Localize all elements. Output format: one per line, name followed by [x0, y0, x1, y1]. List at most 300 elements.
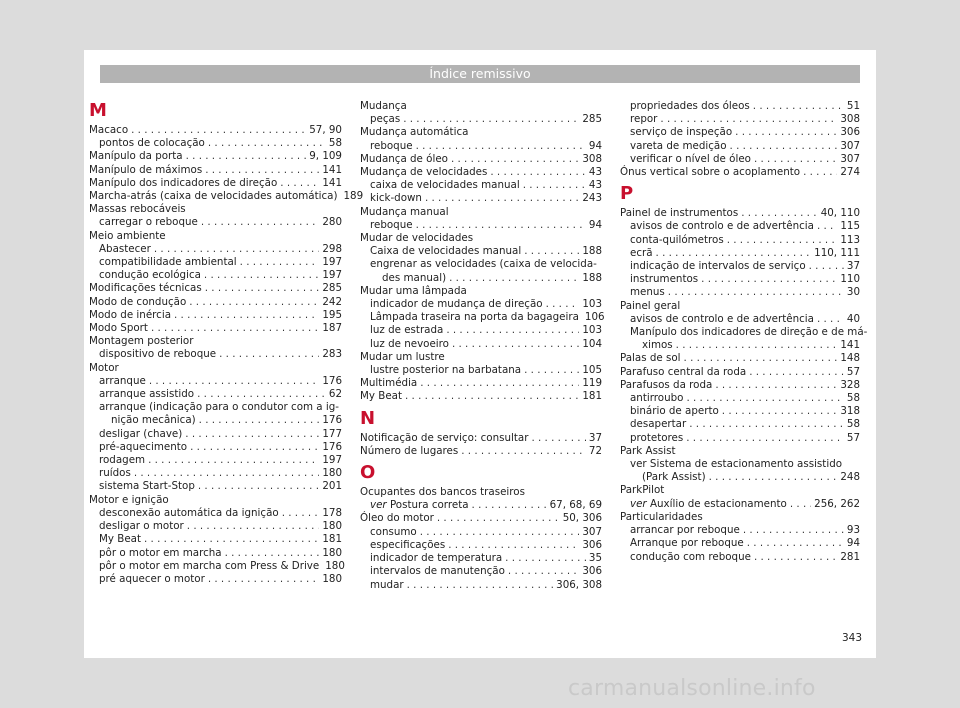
- dot-leader: [730, 140, 838, 153]
- index-entry-text: Manípulo de máximos: [89, 163, 203, 176]
- index-entry-term: [630, 220, 814, 233]
- index-entry: [620, 352, 860, 365]
- index-entry-term: [99, 348, 216, 361]
- dot-leader: [524, 245, 579, 258]
- index-entry-text: arrancar por reboque: [630, 524, 740, 537]
- index-entry-term: [620, 366, 746, 379]
- index-entry: [620, 126, 860, 139]
- index-entry-pages: 30: [846, 286, 860, 299]
- index-entry: [360, 272, 602, 285]
- index-entry-text: Lâmpada traseira na porta da bagageira: [370, 311, 579, 324]
- index-entry: [360, 192, 602, 205]
- dot-leader: [405, 390, 579, 403]
- dot-leader: [753, 100, 844, 113]
- dot-leader: [151, 322, 319, 335]
- dot-leader: [448, 539, 579, 552]
- index-heading: Park Assist: [620, 444, 676, 457]
- dot-leader: [190, 441, 319, 454]
- dot-leader: [185, 428, 319, 441]
- dot-leader: [416, 140, 586, 153]
- index-entry-pages: 283: [322, 348, 342, 361]
- index-entry: [620, 260, 860, 273]
- index-entry-text: repor: [630, 113, 658, 126]
- dot-leader: [727, 234, 838, 247]
- index-entry-pages: 285: [322, 282, 342, 295]
- dot-leader: [420, 377, 579, 390]
- index-entry: [89, 520, 342, 533]
- index-entry-term: [370, 324, 443, 337]
- index-entry: [360, 390, 602, 403]
- index-entry-term: [630, 140, 727, 153]
- dot-leader: [131, 124, 306, 137]
- dot-leader: [472, 499, 547, 512]
- index-entry-term: [360, 390, 402, 403]
- index-entry-pages: 103: [582, 324, 602, 337]
- index-entry-text: Manípulo dos indicadores de direção: [89, 176, 278, 189]
- dot-leader: [208, 573, 320, 586]
- page-header: Índice remissivo: [100, 65, 860, 83]
- index-entry-pages: 187: [322, 322, 342, 335]
- dot-leader: [437, 512, 560, 525]
- index-entry-text: My Beat: [360, 390, 402, 403]
- dot-leader: [790, 498, 811, 511]
- dot-leader: [187, 520, 320, 533]
- index-entry-term: [630, 551, 751, 564]
- dot-leader: [676, 339, 838, 352]
- index-entry-term: [370, 311, 579, 324]
- dot-leader: [199, 414, 320, 427]
- index-entry: [360, 565, 602, 578]
- index-entry-text: Arranque por reboque: [630, 537, 744, 550]
- index-heading: Meio ambiente: [89, 229, 166, 242]
- index-entry-term: [370, 192, 422, 205]
- index-entry-pages: 104: [582, 337, 602, 350]
- index-entry-term: [360, 512, 434, 525]
- dot-leader: [743, 524, 844, 537]
- index-entry-pages: 180: [322, 467, 342, 480]
- index-entry: [89, 388, 342, 401]
- dot-leader: [446, 324, 579, 337]
- index-entry: [620, 418, 860, 431]
- index-entry-pages: 115: [840, 220, 860, 233]
- index-entry: [360, 445, 602, 458]
- index-entry-text: condução ecológica: [99, 269, 201, 282]
- index-entry-text: Modificações técnicas: [89, 282, 202, 295]
- dot-leader: [449, 272, 579, 285]
- index-entry-pages: 243: [582, 192, 602, 205]
- dot-leader: [749, 366, 844, 379]
- index-letter: M: [89, 100, 107, 121]
- index-entry-text: Óleo do motor: [360, 512, 434, 525]
- index-entry: [89, 309, 342, 322]
- index-entry-text: desconexão automática da ignição: [99, 506, 279, 519]
- index-entry-term: [89, 282, 202, 295]
- index-entry-term: [620, 207, 738, 220]
- index-entry-term: [630, 153, 751, 166]
- index-entry-text: pré-aquecimento: [99, 440, 188, 453]
- dot-leader: [240, 256, 320, 269]
- dot-leader: [531, 432, 585, 445]
- dot-leader: [154, 243, 319, 256]
- index-entry-term: [99, 573, 205, 586]
- index-entry: [89, 441, 342, 454]
- index-entry-term: [89, 150, 183, 163]
- dot-leader: [803, 166, 837, 179]
- index-entry-text: desligar (chave): [99, 427, 183, 440]
- index-entry-text: reboque: [370, 139, 413, 152]
- index-heading: Particularidades: [620, 510, 703, 523]
- index-entry: [89, 547, 342, 560]
- index-entry-pages: 50, 306: [562, 512, 602, 525]
- index-entry-pages: 110: [840, 273, 860, 286]
- index-entry-term: [99, 507, 279, 520]
- dot-leader: [452, 338, 579, 351]
- index-entry-pages: 188: [582, 271, 602, 284]
- index-entry: [620, 366, 860, 379]
- index-entry-term: [630, 432, 683, 445]
- index-entry: [620, 286, 860, 299]
- index-entry-pages: 57: [846, 365, 860, 378]
- index-entry-pages: 197: [322, 454, 342, 467]
- dot-leader: [219, 348, 319, 361]
- index-entry: [89, 150, 342, 163]
- dot-leader: [420, 526, 580, 539]
- index-column-3: [620, 100, 868, 564]
- index-entry-text: arranque assistido: [99, 388, 195, 401]
- index-entry-term: [630, 260, 806, 273]
- dot-leader: [524, 364, 579, 377]
- index-entry: [360, 324, 602, 337]
- index-entry-text: Modo de condução: [89, 295, 187, 308]
- index-entry: [620, 379, 860, 392]
- index-entry-text: nição mecânica): [111, 414, 196, 427]
- index-entry: [620, 498, 860, 511]
- index-entry-term: [370, 526, 417, 539]
- index-entry-text: pôr o motor em marcha: [99, 546, 222, 559]
- index-entry-text: Notificação de serviço: consultar: [360, 431, 529, 444]
- index-entry-pages: 181: [582, 390, 602, 403]
- index-entry-term: [360, 432, 528, 445]
- index-entry: [89, 282, 342, 295]
- index-heading: Mudar de velocidades: [360, 232, 474, 245]
- index-entry-pages: 189: [343, 190, 364, 203]
- index-entry-text: ecrã: [630, 246, 653, 259]
- index-entry-pages: 40: [846, 312, 860, 325]
- index-entry-term: [99, 137, 205, 150]
- index-entry-text: des manual): [382, 271, 447, 284]
- dot-leader: [225, 547, 320, 560]
- index-entry-text: binário de aperto: [630, 405, 719, 418]
- index-entry-term: [99, 375, 146, 388]
- index-entry: [620, 273, 860, 286]
- index-entry-term: [89, 177, 277, 190]
- index-entry: [620, 220, 860, 233]
- index-entry-pages: 307: [840, 139, 860, 152]
- dot-leader: [461, 445, 586, 458]
- dot-leader: [715, 379, 837, 392]
- index-entry-text: avisos de controlo e de advertência: [630, 312, 814, 325]
- index-entry-term: [370, 113, 400, 126]
- index-entry-term: [99, 216, 198, 229]
- index-entry-term: [99, 454, 145, 467]
- dot-leader: [149, 375, 320, 388]
- index-entry-text: pontos de colocação: [99, 137, 205, 150]
- dot-leader: [668, 286, 844, 299]
- page-number: 343: [842, 632, 863, 644]
- dot-leader: [144, 533, 319, 546]
- index-entry-text: Postura correta: [389, 499, 469, 512]
- index-entry-pages: 94: [588, 139, 602, 152]
- index-entry-pages: 306: [582, 565, 602, 578]
- index-letter: N: [360, 407, 376, 429]
- index-letter: P: [620, 183, 634, 205]
- index-entry-pages: 180: [322, 546, 342, 559]
- index-entry-text: Número de lugares: [360, 444, 459, 457]
- index-entry-pages: 178: [322, 506, 342, 519]
- index-entry: [360, 377, 602, 390]
- index-entry-term: [630, 405, 719, 418]
- index-entry-pages: 177: [322, 427, 342, 440]
- index-entry-term: [89, 164, 202, 177]
- index-entry-pages: 197: [322, 256, 342, 269]
- index-entry: [360, 499, 602, 512]
- dot-leader: [197, 388, 326, 401]
- index-entry: [620, 339, 860, 352]
- index-entry-text: Parafusos da roda: [620, 378, 713, 391]
- index-entry: [360, 338, 602, 351]
- index-entry: [89, 559, 345, 573]
- index-entry-term: [642, 471, 706, 484]
- dot-leader: [686, 432, 844, 445]
- dot-leader: [204, 269, 319, 282]
- index-entry-text: rodagem: [99, 454, 146, 467]
- index-entry-text: luz de nevoeiro: [370, 337, 449, 350]
- index-entry-term: [99, 520, 184, 533]
- index-entry: [89, 137, 342, 150]
- index-entry-pages: 35: [588, 552, 602, 565]
- index-entry: [360, 552, 602, 565]
- index-entry: [89, 533, 342, 546]
- dot-leader: [186, 150, 307, 163]
- index-entry-text: indicador de temperatura: [370, 552, 503, 565]
- index-entry: [360, 298, 602, 311]
- index-entry-term: [99, 269, 201, 282]
- index-entry-term: [630, 273, 698, 286]
- index-entry: [620, 207, 860, 220]
- index-entry-term: [642, 339, 673, 352]
- index-entry-pages: 58: [846, 418, 860, 431]
- index-column-1: [89, 100, 364, 586]
- dot-leader: [741, 207, 817, 220]
- index-entry-pages: 285: [582, 113, 602, 126]
- index-heading: ParkPilot: [620, 484, 665, 497]
- index-entry: [620, 234, 860, 247]
- index-entry-term: [360, 153, 448, 166]
- index-entry: [89, 348, 342, 361]
- index-entry-text: menus: [630, 286, 665, 299]
- index-entry: [620, 247, 860, 260]
- index-entry-term: [99, 480, 195, 493]
- index-heading: Montagem posterior: [89, 335, 194, 348]
- index-entry: [620, 392, 860, 405]
- index-entry-text: ruídos: [99, 467, 131, 480]
- index-entry-term: [89, 296, 186, 309]
- index-entry-term: [630, 113, 657, 126]
- index-entry-pages: 195: [322, 308, 342, 321]
- index-entry: [89, 480, 342, 493]
- dot-leader: [189, 296, 319, 309]
- index-entry-text: vareta de medição: [630, 139, 727, 152]
- index-entry-pages: 105: [582, 364, 602, 377]
- index-entry-pages: 298: [322, 242, 342, 255]
- index-entry: [620, 405, 860, 418]
- index-entry-pages: 141: [322, 176, 342, 189]
- index-entry-pages: 37: [588, 431, 602, 444]
- index-entry-pages: 180: [322, 572, 342, 585]
- dot-leader: [754, 153, 837, 166]
- index-entry: [89, 177, 342, 190]
- index-entry-text: caixa de velocidades manual: [370, 179, 520, 192]
- index-entry-term: [620, 166, 800, 179]
- index-heading: Massas rebocáveis: [89, 203, 186, 216]
- index-entry-text: Modo de inércia: [89, 308, 171, 321]
- index-entry-term: [630, 286, 665, 299]
- index-entry-text: serviço de inspeção: [630, 126, 733, 139]
- index-entry-pages: 148: [840, 352, 860, 365]
- dot-leader: [809, 260, 844, 273]
- index-entry-term: [370, 179, 520, 192]
- index-entry-pages: 62: [328, 388, 342, 401]
- index-entry-text: Abastecer: [99, 242, 151, 255]
- index-heading: engrenar as velocidades (caixa de velocida-: [370, 258, 597, 271]
- index-entry-text: reboque: [370, 218, 413, 231]
- index-entry-text: peças: [370, 113, 401, 126]
- index-entry-pages: 274: [840, 166, 860, 179]
- index-entry-pages: 180: [325, 559, 345, 572]
- index-entry-text: Parafuso central da roda: [620, 365, 747, 378]
- index-entry-pages: 67, 68, 69: [549, 499, 602, 512]
- index-heading: Mudança automática: [360, 126, 469, 139]
- index-entry-pages: 176: [322, 414, 342, 427]
- dot-leader: [205, 282, 320, 295]
- index-entry: [89, 507, 342, 520]
- dot-leader: [490, 166, 586, 179]
- index-entry: [620, 140, 860, 153]
- dot-leader: [546, 298, 580, 311]
- index-heading: Ocupantes dos bancos traseiros: [360, 486, 525, 499]
- watermark: carmanualsonline.info: [568, 676, 816, 701]
- index-entry-text: luz de estrada: [370, 324, 444, 337]
- index-entry-term: [99, 428, 182, 441]
- index-entry: [360, 113, 602, 126]
- index-entry-term: [382, 272, 446, 285]
- index-entry: [620, 524, 860, 537]
- index-entry-term: [89, 322, 148, 335]
- index-entry-text: condução com reboque: [630, 550, 751, 563]
- index-entry: [89, 467, 342, 480]
- dot-leader: [451, 153, 579, 166]
- index-entry-term: [360, 445, 458, 458]
- index-entry-text: carregar o reboque: [99, 216, 198, 229]
- index-entry: [360, 166, 602, 179]
- index-entry-pages: 57, 90: [309, 124, 342, 136]
- dot-leader: [709, 471, 838, 484]
- index-entry-text: compatibilidade ambiental: [99, 256, 237, 269]
- index-entry-term: [630, 498, 787, 511]
- index-entry-term: [99, 467, 131, 480]
- index-entry-term: [99, 388, 194, 401]
- index-entry: [620, 537, 860, 550]
- index-entry: [620, 153, 860, 166]
- index-entry-pages: 9, 109: [309, 150, 342, 163]
- index-entry: [360, 432, 602, 445]
- index-entry: [89, 164, 342, 177]
- index-entry: [89, 454, 342, 467]
- index-entry: [89, 296, 342, 309]
- index-entry: [360, 153, 602, 166]
- index-entry-pages: 103: [582, 298, 602, 311]
- index-entry-term: [360, 377, 417, 390]
- dot-leader: [747, 537, 844, 550]
- dot-leader: [735, 126, 837, 139]
- index-entry-term: [370, 245, 521, 258]
- index-entry-text: kick-down: [370, 192, 422, 205]
- index-entry-text: Macaco: [89, 124, 129, 136]
- index-entry: [89, 573, 342, 586]
- index-entry: [620, 313, 860, 326]
- index-entry-pages: 51: [846, 100, 860, 112]
- index-heading: Painel geral: [620, 299, 681, 312]
- index-entry-text: pôr o motor em marcha com Press & Drive: [99, 559, 320, 572]
- index-entry-term: [370, 499, 469, 512]
- index-entry-pages: 58: [846, 392, 860, 405]
- index-entry-text: indicador de mudança de direção: [370, 298, 543, 311]
- index-entry-term: [370, 539, 445, 552]
- index-entry-pages: 307: [840, 152, 860, 165]
- dot-leader: [660, 113, 837, 126]
- index-entry-pages: 248: [840, 471, 860, 484]
- index-entry-term: [99, 243, 151, 256]
- dot-leader: [403, 113, 579, 126]
- index-entry-term: [370, 298, 543, 311]
- index-entry-text: indicação de intervalos de serviço: [630, 260, 806, 273]
- dot-leader: [689, 418, 844, 431]
- index-entry-term: [99, 533, 141, 546]
- dot-leader: [148, 454, 319, 467]
- dot-leader: [722, 405, 838, 418]
- index-entry-text: Palas de sol: [620, 352, 681, 365]
- index-heading: Motor: [89, 361, 119, 374]
- index-entry: [89, 269, 342, 282]
- dot-leader: [754, 551, 837, 564]
- index-entry-pages: 308: [840, 113, 860, 126]
- index-entry-term: [370, 364, 521, 377]
- index-entry-term: [630, 524, 740, 537]
- index-heading: Motor e ignição: [89, 493, 169, 506]
- dot-leader: [198, 480, 319, 493]
- index-entry-pages: 43: [588, 166, 602, 179]
- index-entry-term: [111, 414, 196, 427]
- dot-leader: [174, 309, 319, 322]
- index-entry-term: [99, 547, 222, 560]
- index-entry-pages: 181: [322, 533, 342, 546]
- index-entry: [89, 243, 342, 256]
- dot-leader: [505, 552, 586, 565]
- index-entry-term: [89, 309, 171, 322]
- index-entry-text: sistema Start-Stop: [99, 480, 195, 493]
- index-entry-pages: 94: [588, 218, 602, 231]
- index-entry-text: (Park Assist): [642, 471, 706, 484]
